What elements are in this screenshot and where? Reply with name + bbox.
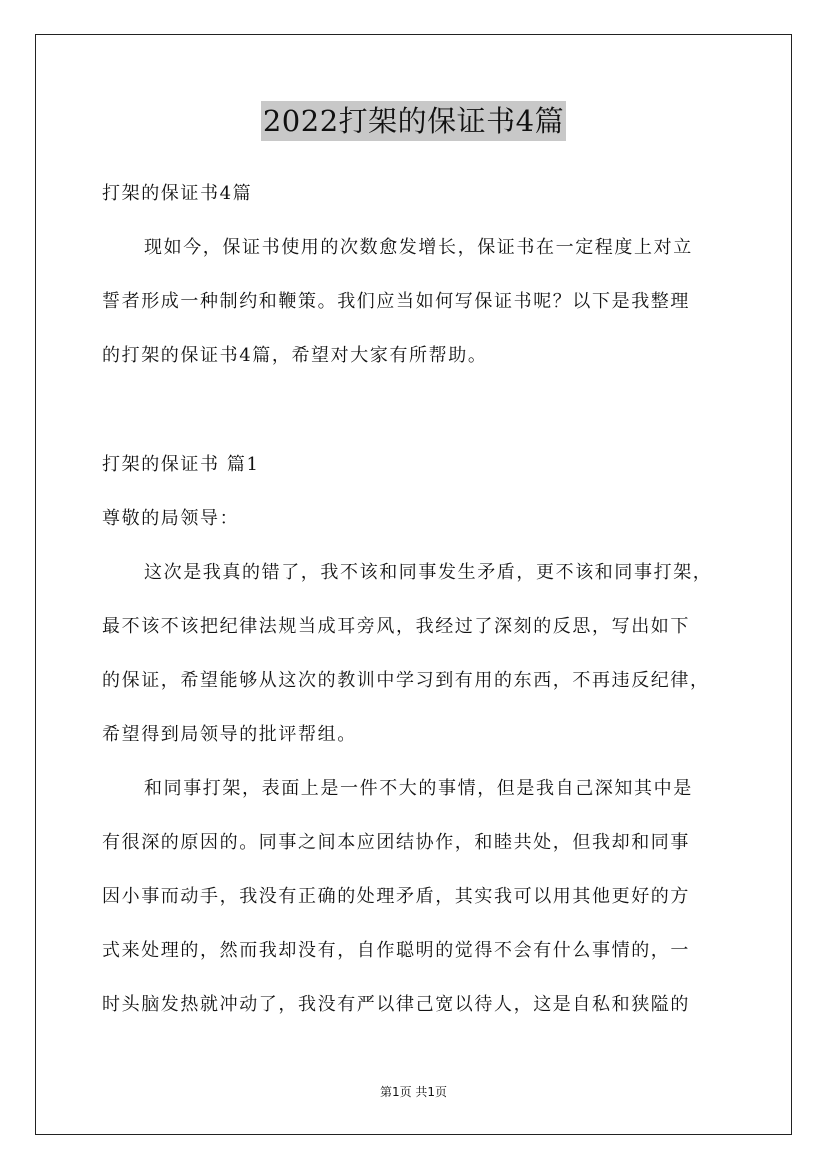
paragraph2-line-5: 时头脑发热就冲动了，我没有严以律己宽以待人，这是自私和狭隘的 [102, 994, 690, 1015]
intro-line-2: 誓者形成一种制约和鞭策。我们应当如何写保证书呢？以下是我整理 [102, 291, 690, 312]
section-heading: 打架的保证书 篇1 [102, 454, 260, 475]
paragraph1-line-2: 最不该不该把纪律法规当成耳旁风，我经过了深刻的反思，写出如下 [102, 616, 690, 637]
paragraph1-line-1: 这次是我真的错了，我不该和同事发生矛盾，更不该和同事打架， [144, 562, 713, 583]
title-container [0, 101, 827, 141]
paragraph2-line-4: 式来处理的，然而我却没有，自作聪明的觉得不会有什么事情的，一 [102, 940, 690, 961]
paragraph2-line-1: 和同事打架，表面上是一件不大的事情，但是我自己深知其中是 [144, 778, 693, 799]
paragraph1-line-4: 希望得到局领导的批评帮组。 [102, 724, 357, 745]
page-number-footer: 第1页 共1页 [379, 1085, 448, 1099]
document-title: 2022打架的保证书4篇 [261, 101, 566, 141]
paragraph1-line-3: 的保证，希望能够从这次的教训中学习到有用的东西，不再违反纪律， [102, 670, 710, 691]
paragraph2-line-3: 因小事而动手，我没有正确的处理矛盾，其实我可以用其他更好的方 [102, 886, 690, 907]
paragraph2-line-2: 有很深的原因的。同事之间本应团结协作，和睦共处，但我却和同事 [102, 832, 690, 853]
salutation: 尊敬的局领导： [102, 508, 240, 529]
intro-line-1: 现如今，保证书使用的次数愈发增长，保证书在一定程度上对立 [144, 237, 693, 258]
document-subtitle: 打架的保证书4篇 [102, 183, 253, 204]
intro-line-3: 的打架的保证书4篇，希望对大家有所帮助。 [102, 345, 488, 366]
